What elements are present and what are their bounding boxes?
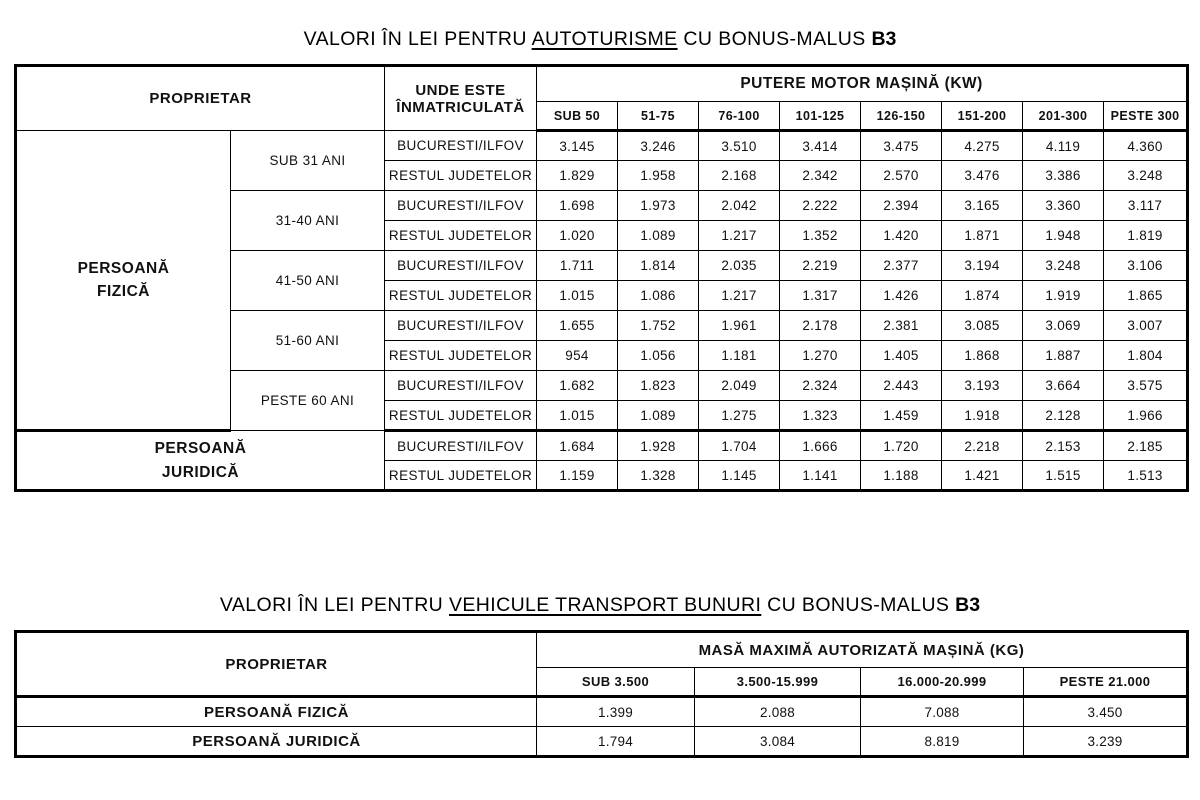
- value-cell: 1.513: [1104, 461, 1188, 491]
- value-cell: 3.664: [1023, 371, 1104, 401]
- title-cars-middle: CU BONUS-MALUS: [677, 28, 872, 50]
- location-cell: RESTUL JUDETELOR: [385, 401, 537, 431]
- value-cell: 3.085: [942, 311, 1023, 341]
- value-cell: 1.181: [699, 341, 780, 371]
- age-group-peste-60-ani: PESTE 60 ANI: [231, 371, 385, 431]
- age-group-sub-31-ani: SUB 31 ANI: [231, 131, 385, 191]
- value-cell: 1.159: [537, 461, 618, 491]
- value-cell: 3.117: [1104, 191, 1188, 221]
- value-cell: 1.459: [861, 401, 942, 431]
- value-cell: 1.666: [780, 431, 861, 461]
- value-cell: 2.168: [699, 161, 780, 191]
- value-cell: 3.248: [1023, 251, 1104, 281]
- value-cell: 2.185: [1104, 431, 1188, 461]
- value-cell: 1.145: [699, 461, 780, 491]
- value-cell: 1.698: [537, 191, 618, 221]
- value-cell: 3.246: [618, 131, 699, 161]
- value-cell: 2.443: [861, 371, 942, 401]
- value-cell: 3.165: [942, 191, 1023, 221]
- table-row: [16, 431, 1188, 461]
- header-power-band-3: 101-125: [780, 102, 861, 131]
- value-cell: 1.928: [618, 431, 699, 461]
- location-cell: RESTUL JUDETELOR: [385, 221, 537, 251]
- value-cell: 7.088: [861, 697, 1024, 727]
- age-group-31-40-ani: 31-40 ANI: [231, 191, 385, 251]
- value-cell: 1.420: [861, 221, 942, 251]
- value-cell: 1.865: [1104, 281, 1188, 311]
- goods-header-mass-band-2: 16.000-20.999: [861, 668, 1024, 697]
- header-power-band-4: 126-150: [861, 102, 942, 131]
- goods-owner-cell: PERSOANĂ JURIDICĂ: [16, 727, 537, 757]
- value-cell: 1.829: [537, 161, 618, 191]
- value-cell: 3.476: [942, 161, 1023, 191]
- value-cell: 2.570: [861, 161, 942, 191]
- value-cell: 1.684: [537, 431, 618, 461]
- value-cell: 3.360: [1023, 191, 1104, 221]
- cars-table-container: [14, 64, 1186, 492]
- value-cell: 1.399: [537, 697, 695, 727]
- value-cell: 1.089: [618, 401, 699, 431]
- value-cell: 1.961: [699, 311, 780, 341]
- value-cell: 1.814: [618, 251, 699, 281]
- value-cell: 1.020: [537, 221, 618, 251]
- owner-label-line-1: PERSOANĂ: [154, 440, 247, 458]
- title-cars-bonus-class: B3: [871, 28, 897, 50]
- value-cell: 1.323: [780, 401, 861, 431]
- value-cell: 1.217: [699, 281, 780, 311]
- page-title-goods: [0, 594, 1200, 617]
- value-cell: 1.874: [942, 281, 1023, 311]
- value-cell: 1.794: [537, 727, 695, 757]
- header-power-band-7: PESTE 300: [1104, 102, 1188, 131]
- goods-table-container: [14, 630, 1186, 758]
- owner-label-line-1: PERSOANĂ: [77, 259, 170, 277]
- value-cell: 3.475: [861, 131, 942, 161]
- value-cell: 3.106: [1104, 251, 1188, 281]
- goods-table: [14, 630, 1189, 758]
- cars-header-row-1: [16, 66, 1188, 102]
- value-cell: 2.381: [861, 311, 942, 341]
- value-cell: 1.141: [780, 461, 861, 491]
- value-cell: 1.887: [1023, 341, 1104, 371]
- value-cell: 1.275: [699, 401, 780, 431]
- value-cell: 1.919: [1023, 281, 1104, 311]
- value-cell: 1.352: [780, 221, 861, 251]
- value-cell: 1.317: [780, 281, 861, 311]
- value-cell: 1.958: [618, 161, 699, 191]
- owner-label-line-2: FIZICĂ: [97, 283, 150, 300]
- value-cell: 2.218: [942, 431, 1023, 461]
- value-cell: 8.819: [861, 727, 1024, 757]
- value-cell: 2.394: [861, 191, 942, 221]
- value-cell: 1.752: [618, 311, 699, 341]
- value-cell: 1.966: [1104, 401, 1188, 431]
- value-cell: 1.089: [618, 221, 699, 251]
- cars-table: [14, 64, 1189, 492]
- value-cell: 1.823: [618, 371, 699, 401]
- header-registration-line-2: ÎNMATRICULATĂ: [396, 98, 525, 116]
- owner-group-persoana-juridica: [16, 431, 385, 491]
- value-cell: 2.049: [699, 371, 780, 401]
- value-cell: 2.178: [780, 311, 861, 341]
- value-cell: 1.948: [1023, 221, 1104, 251]
- value-cell: 1.868: [942, 341, 1023, 371]
- value-cell: 3.084: [695, 727, 861, 757]
- value-cell: 3.007: [1104, 311, 1188, 341]
- value-cell: 3.069: [1023, 311, 1104, 341]
- age-group-51-60-ani: 51-60 ANI: [231, 311, 385, 371]
- value-cell: 1.270: [780, 341, 861, 371]
- value-cell: 2.377: [861, 251, 942, 281]
- header-power-band-1: 51-75: [618, 102, 699, 131]
- value-cell: 4.275: [942, 131, 1023, 161]
- goods-header-mass-band-0: SUB 3.500: [537, 668, 695, 697]
- value-cell: 2.342: [780, 161, 861, 191]
- value-cell: 1.918: [942, 401, 1023, 431]
- value-cell: 1.015: [537, 281, 618, 311]
- value-cell: 1.804: [1104, 341, 1188, 371]
- value-cell: 2.042: [699, 191, 780, 221]
- title-goods-bonus-class: B3: [955, 594, 981, 616]
- value-cell: 2.035: [699, 251, 780, 281]
- value-cell: 2.088: [695, 697, 861, 727]
- header-power-band-5: 151-200: [942, 102, 1023, 131]
- value-cell: 2.222: [780, 191, 861, 221]
- location-cell: RESTUL JUDETELOR: [385, 461, 537, 491]
- location-cell: BUCURESTI/ILFOV: [385, 251, 537, 281]
- value-cell: 3.450: [1024, 697, 1188, 727]
- value-cell: 1.056: [618, 341, 699, 371]
- table-row: [16, 727, 1188, 757]
- value-cell: 1.819: [1104, 221, 1188, 251]
- location-cell: RESTUL JUDETELOR: [385, 161, 537, 191]
- location-cell: RESTUL JUDETELOR: [385, 341, 537, 371]
- value-cell: 2.324: [780, 371, 861, 401]
- value-cell: 2.128: [1023, 401, 1104, 431]
- value-cell: 1.421: [942, 461, 1023, 491]
- value-cell: 2.153: [1023, 431, 1104, 461]
- value-cell: 1.711: [537, 251, 618, 281]
- location-cell: RESTUL JUDETELOR: [385, 281, 537, 311]
- value-cell: 1.217: [699, 221, 780, 251]
- title-goods-middle: CU BONUS-MALUS: [761, 594, 956, 616]
- page-title-cars: [0, 28, 1200, 51]
- goods-header-mass-group: MASĂ MAXIMĂ AUTORIZATĂ MAȘINĂ (KG): [537, 632, 1188, 668]
- value-cell: 3.510: [699, 131, 780, 161]
- header-putere-motor-group: PUTERE MOTOR MAȘINĂ (KW): [537, 66, 1188, 102]
- value-cell: 1.015: [537, 401, 618, 431]
- goods-header-mass-band-3: PESTE 21.000: [1024, 668, 1188, 697]
- value-cell: 1.704: [699, 431, 780, 461]
- value-cell: 1.086: [618, 281, 699, 311]
- value-cell: 3.414: [780, 131, 861, 161]
- table-row: [16, 697, 1188, 727]
- value-cell: 4.119: [1023, 131, 1104, 161]
- owner-group-persoana-fizica: [16, 131, 231, 431]
- value-cell: 1.973: [618, 191, 699, 221]
- header-power-band-0: SUB 50: [537, 102, 618, 131]
- title-cars-prefix: VALORI ÎN LEI PENTRU: [303, 28, 532, 50]
- title-cars-underlined: AUTOTURISME: [531, 28, 678, 50]
- value-cell: 1.405: [861, 341, 942, 371]
- value-cell: 4.360: [1104, 131, 1188, 161]
- value-cell: 1.655: [537, 311, 618, 341]
- location-cell: BUCURESTI/ILFOV: [385, 431, 537, 461]
- value-cell: 1.720: [861, 431, 942, 461]
- location-cell: BUCURESTI/ILFOV: [385, 191, 537, 221]
- value-cell: 1.426: [861, 281, 942, 311]
- value-cell: 3.145: [537, 131, 618, 161]
- value-cell: 2.219: [780, 251, 861, 281]
- header-power-band-6: 201-300: [1023, 102, 1104, 131]
- title-goods-underlined: VEHICULE TRANSPORT BUNURI: [448, 594, 762, 616]
- value-cell: 3.575: [1104, 371, 1188, 401]
- header-power-band-2: 76-100: [699, 102, 780, 131]
- location-cell: BUCURESTI/ILFOV: [385, 371, 537, 401]
- value-cell: 3.239: [1024, 727, 1188, 757]
- value-cell: 1.871: [942, 221, 1023, 251]
- value-cell: 3.194: [942, 251, 1023, 281]
- value-cell: 3.386: [1023, 161, 1104, 191]
- goods-owner-cell: PERSOANĂ FIZICĂ: [16, 697, 537, 727]
- value-cell: 1.515: [1023, 461, 1104, 491]
- goods-header-row-1: [16, 632, 1188, 668]
- goods-header-proprietar: PROPRIETAR: [16, 632, 537, 697]
- value-cell: 3.193: [942, 371, 1023, 401]
- title-goods-prefix: VALORI ÎN LEI PENTRU: [219, 594, 449, 616]
- goods-header-mass-band-1: 3.500-15.999: [695, 668, 861, 697]
- age-group-41-50-ani: 41-50 ANI: [231, 251, 385, 311]
- header-unde-este-inmatriculata: [385, 66, 537, 131]
- table-row: [16, 131, 1188, 161]
- value-cell: 3.248: [1104, 161, 1188, 191]
- location-cell: BUCURESTI/ILFOV: [385, 311, 537, 341]
- owner-label-line-2: JURIDICĂ: [161, 463, 240, 481]
- value-cell: 954: [537, 341, 618, 371]
- location-cell: BUCURESTI/ILFOV: [385, 131, 537, 161]
- value-cell: 1.188: [861, 461, 942, 491]
- header-registration-line-1: UNDE ESTE: [415, 81, 506, 99]
- header-proprietar: PROPRIETAR: [16, 66, 385, 131]
- value-cell: 1.328: [618, 461, 699, 491]
- value-cell: 1.682: [537, 371, 618, 401]
